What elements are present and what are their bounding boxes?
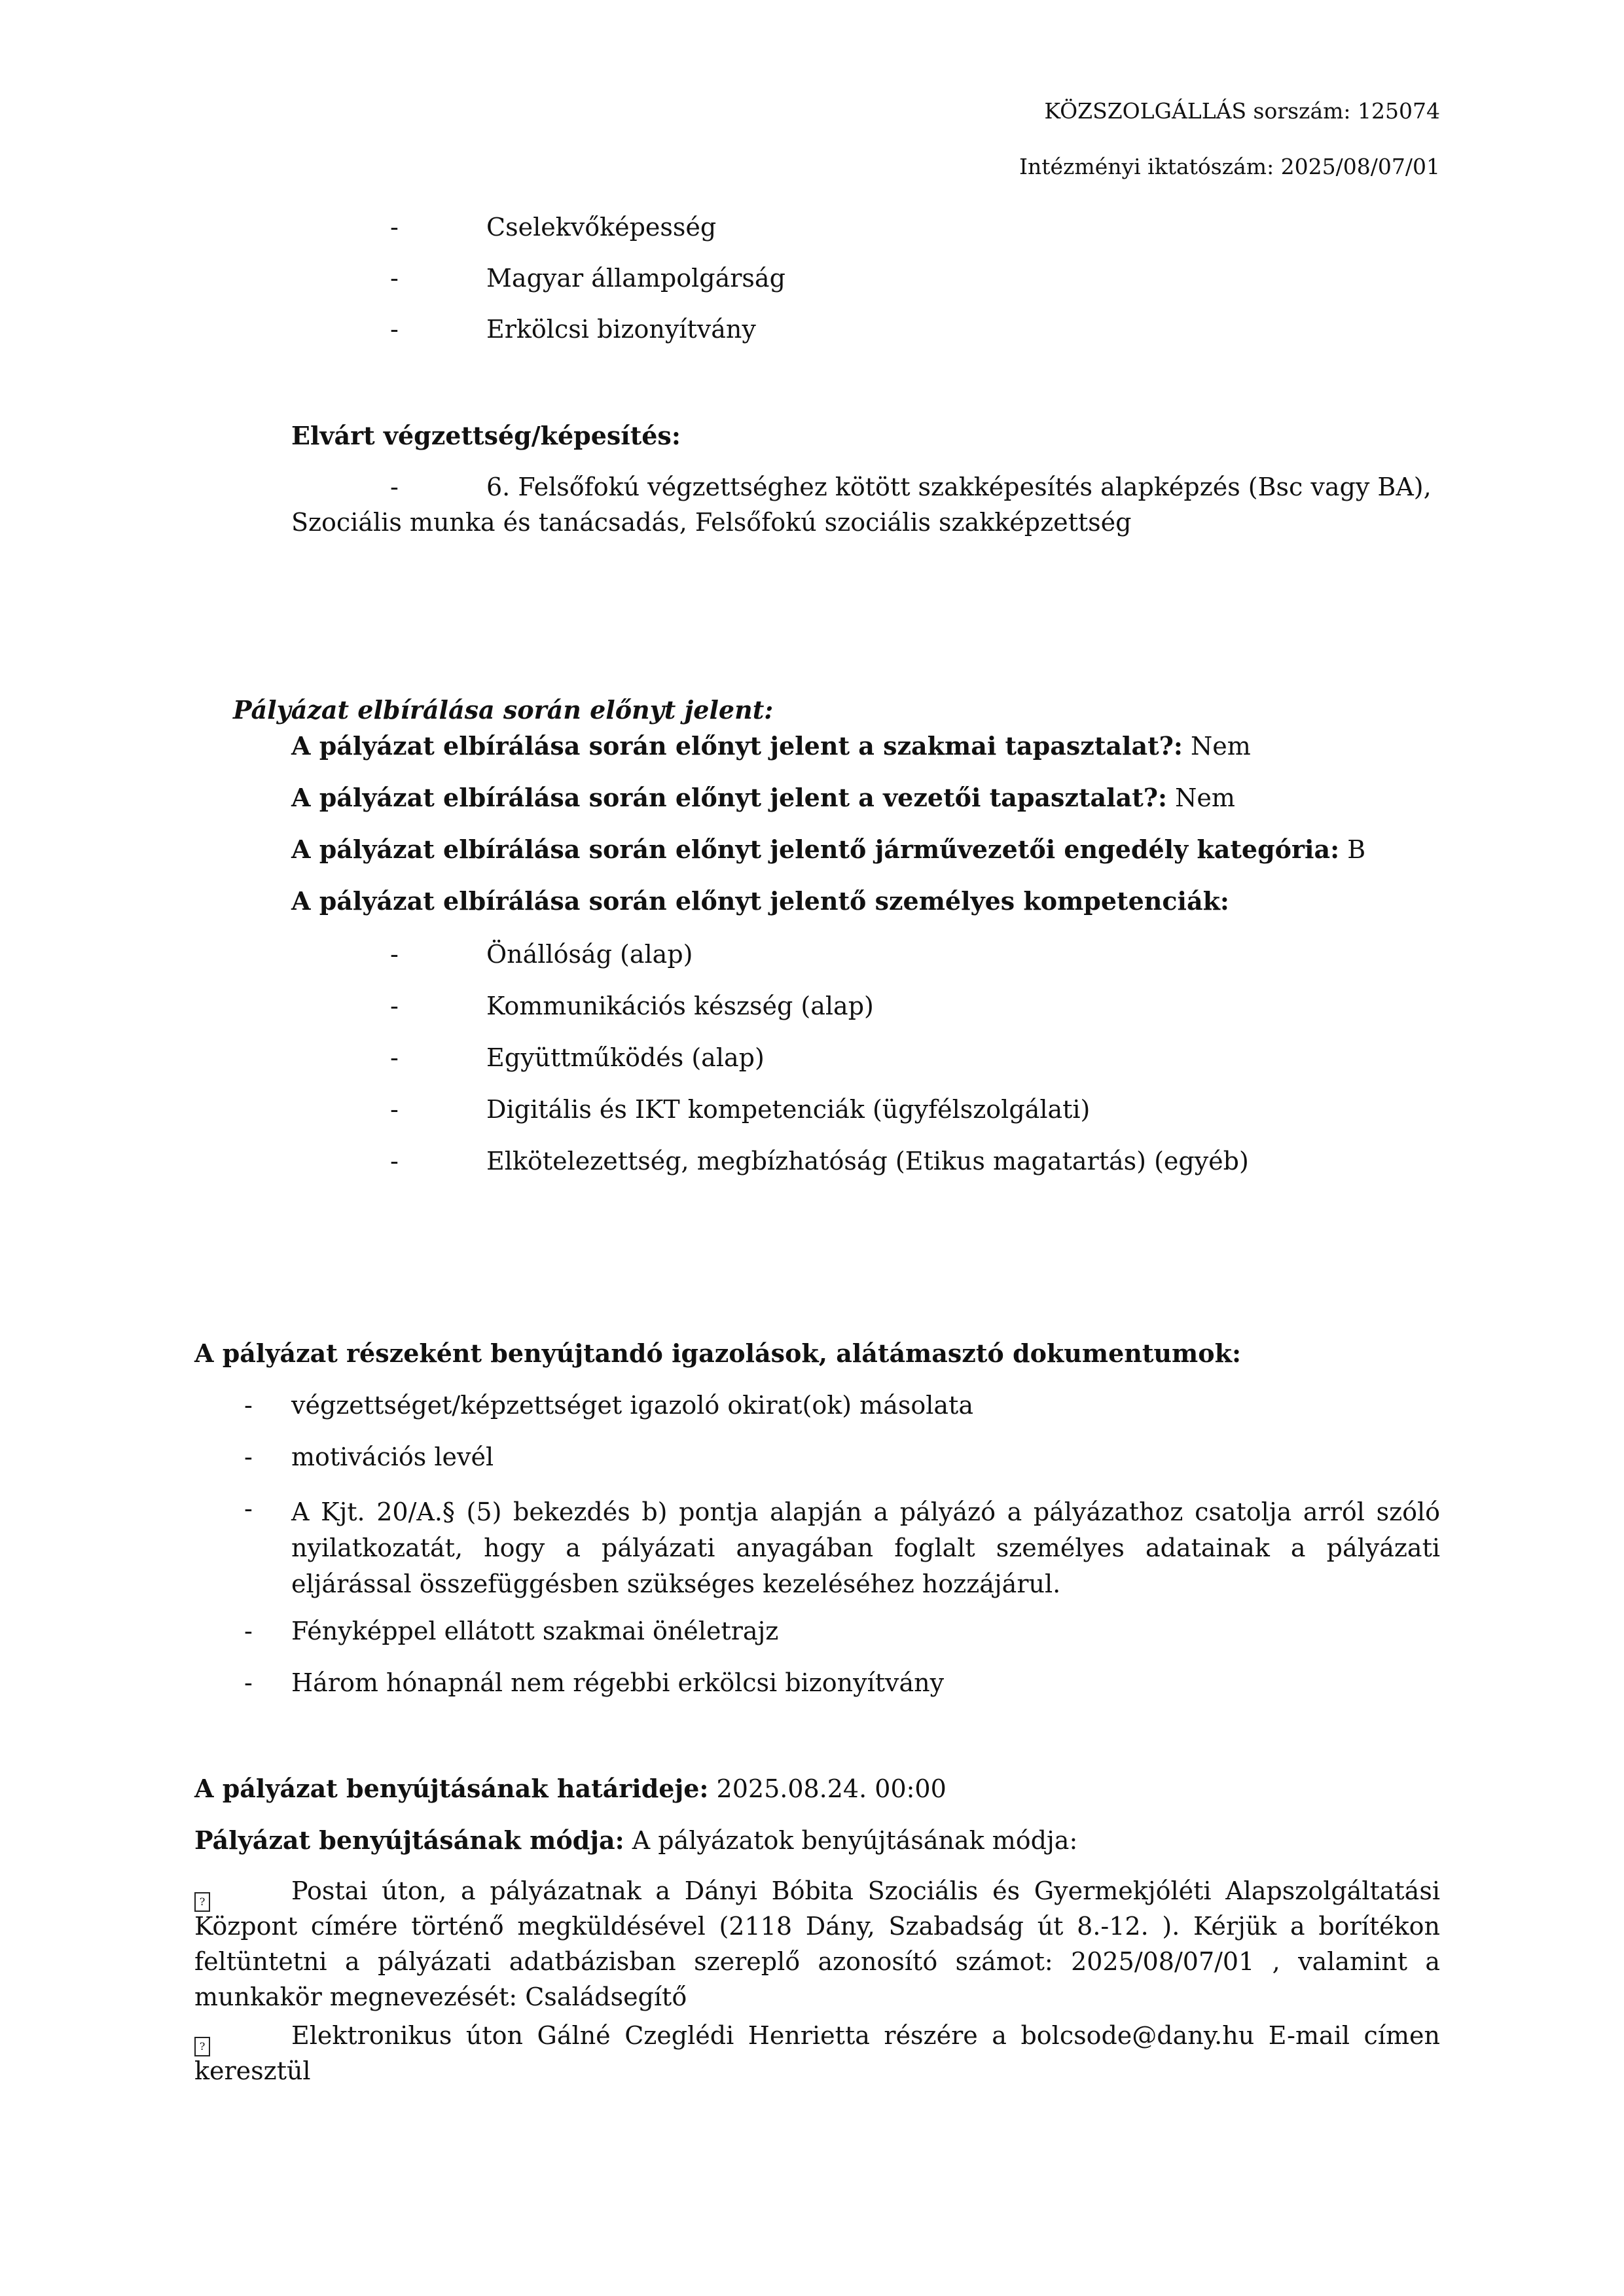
submission-electronic: Elektronikus úton Gálné Czeglédi Henrietta részére a bolcsode@dany.hu E-mail címen keresztül [194,2021,1440,2085]
deadline-label: A pályázat benyújtásának határideje: [194,1774,709,1803]
list-item: végzettséget/képzettséget igazoló okirat(ok) másolata [291,1391,973,1420]
list-item: Cselekvőképesség [486,213,717,242]
education-heading: Elvárt végzettség/képesítés: [291,421,681,450]
header-iktatoszam: Intézményi iktatószám: 2025/08/07/01 [1019,154,1440,179]
list-item: A Kjt. 20/A.§ (5) bekezdés b) pontja alapján a pályázó a pályázathoz csatolja arról szóló nyilatkozatát, hogy a pályázati anyagában foglalt személyes adatainak a pályázati eljárással összefüggésben szükséges kezeléséhez hozzájárul. [291,1498,1440,1598]
list-item: Magyar állampolgárság [486,264,785,293]
education-item-line2: Szociális munka és tanácsadás, Felsőfokú szociális szakképzettség [291,508,1132,537]
advantage-label: A pályázat elbírálása során előnyt jelentő személyes kompetenciák: [291,886,1229,916]
submission-row [194,1825,1077,1855]
education-item-line1: 6. Felsőfokú végzettséghez kötött szakképesítés alapképzés (Bsc vagy BA), [486,473,1432,501]
list-bullet: - [390,1095,399,1124]
submission-label: Pályázat benyújtásának módja: [194,1825,624,1855]
advantage-label: A pályázat elbírálása során előnyt jelentő járművezetői engedély kategória: [291,834,1340,864]
list-item: Kommunikációs készség (alap) [486,992,874,1020]
list-item: Együttműködés (alap) [486,1043,765,1072]
checkbox-icon: ? [194,2025,210,2056]
advantages-heading: Pályázat elbírálása során előnyt jelent: [233,695,774,725]
advantage-value: Nem [1182,732,1251,761]
advantage-row [291,783,1235,812]
list-bullet: - [390,264,399,293]
advantage-value: B [1339,835,1366,864]
list-bullet: - [390,213,399,242]
list-bullet: - [390,940,399,969]
advantage-value: Nem [1167,783,1235,812]
advantage-row [291,834,1365,864]
list-bullet: - [390,315,399,344]
list-bullet: - [390,473,399,501]
documents-heading: A pályázat részeként benyújtandó igazolások, alátámasztó dokumentumok: [194,1338,1241,1368]
advantage-row [291,886,1229,916]
advantage-row [291,731,1251,761]
list-bullet: - [244,1391,253,1420]
list-bullet: - [244,1443,253,1471]
list-item: motivációs levél [291,1443,494,1471]
checkbox-icon: ? [194,1880,210,1912]
list-item: Önállóság (alap) [486,940,693,969]
list-bullet: - [390,1147,399,1175]
deadline-value: 2025.08.24. 00:00 [708,1774,947,1803]
list-bullet: - [390,1043,399,1072]
list-bullet: - [390,992,399,1020]
list-bullet: - [244,1617,253,1645]
header-sorszam: KÖZSZOLGÁLLÁS sorszám: 125074 [1044,98,1440,124]
list-item: Fényképpel ellátott szakmai önéletrajz [291,1617,779,1645]
deadline-row [194,1774,947,1803]
list-item: Erkölcsi bizonyítvány [486,315,756,344]
advantage-label: A pályázat elbírálása során előnyt jelent a vezetői tapasztalat?: [291,783,1168,812]
list-bullet: - [244,1494,253,1523]
submission-postal: Postai úton, a pályázatnak a Dányi Bóbita Szociális és Gyermekjóléti Alapszolgáltatási Központ címére történő megküldésével (2118 Dány, Szabadság út 8.-12. ). Kérjük a borítékon feltüntetni a pályázati adatbázisban szereplő azonosító számot: 2025/08/07/01 , valamint a munkakör megnevezését: Családsegítő [194,1876,1440,2011]
list-item: Digitális és IKT kompetenciák (ügyfélszolgálati) [486,1095,1091,1124]
list-item: Elkötelezettség, megbízhatóság (Etikus magatartás) (egyéb) [486,1147,1249,1175]
advantage-label: A pályázat elbírálása során előnyt jelent a szakmai tapasztalat?: [291,731,1183,761]
list-bullet: - [244,1668,253,1697]
submission-value: A pályázatok benyújtásának módja: [624,1826,1078,1855]
list-item: Három hónapnál nem régebbi erkölcsi bizonyítvány [291,1668,945,1697]
